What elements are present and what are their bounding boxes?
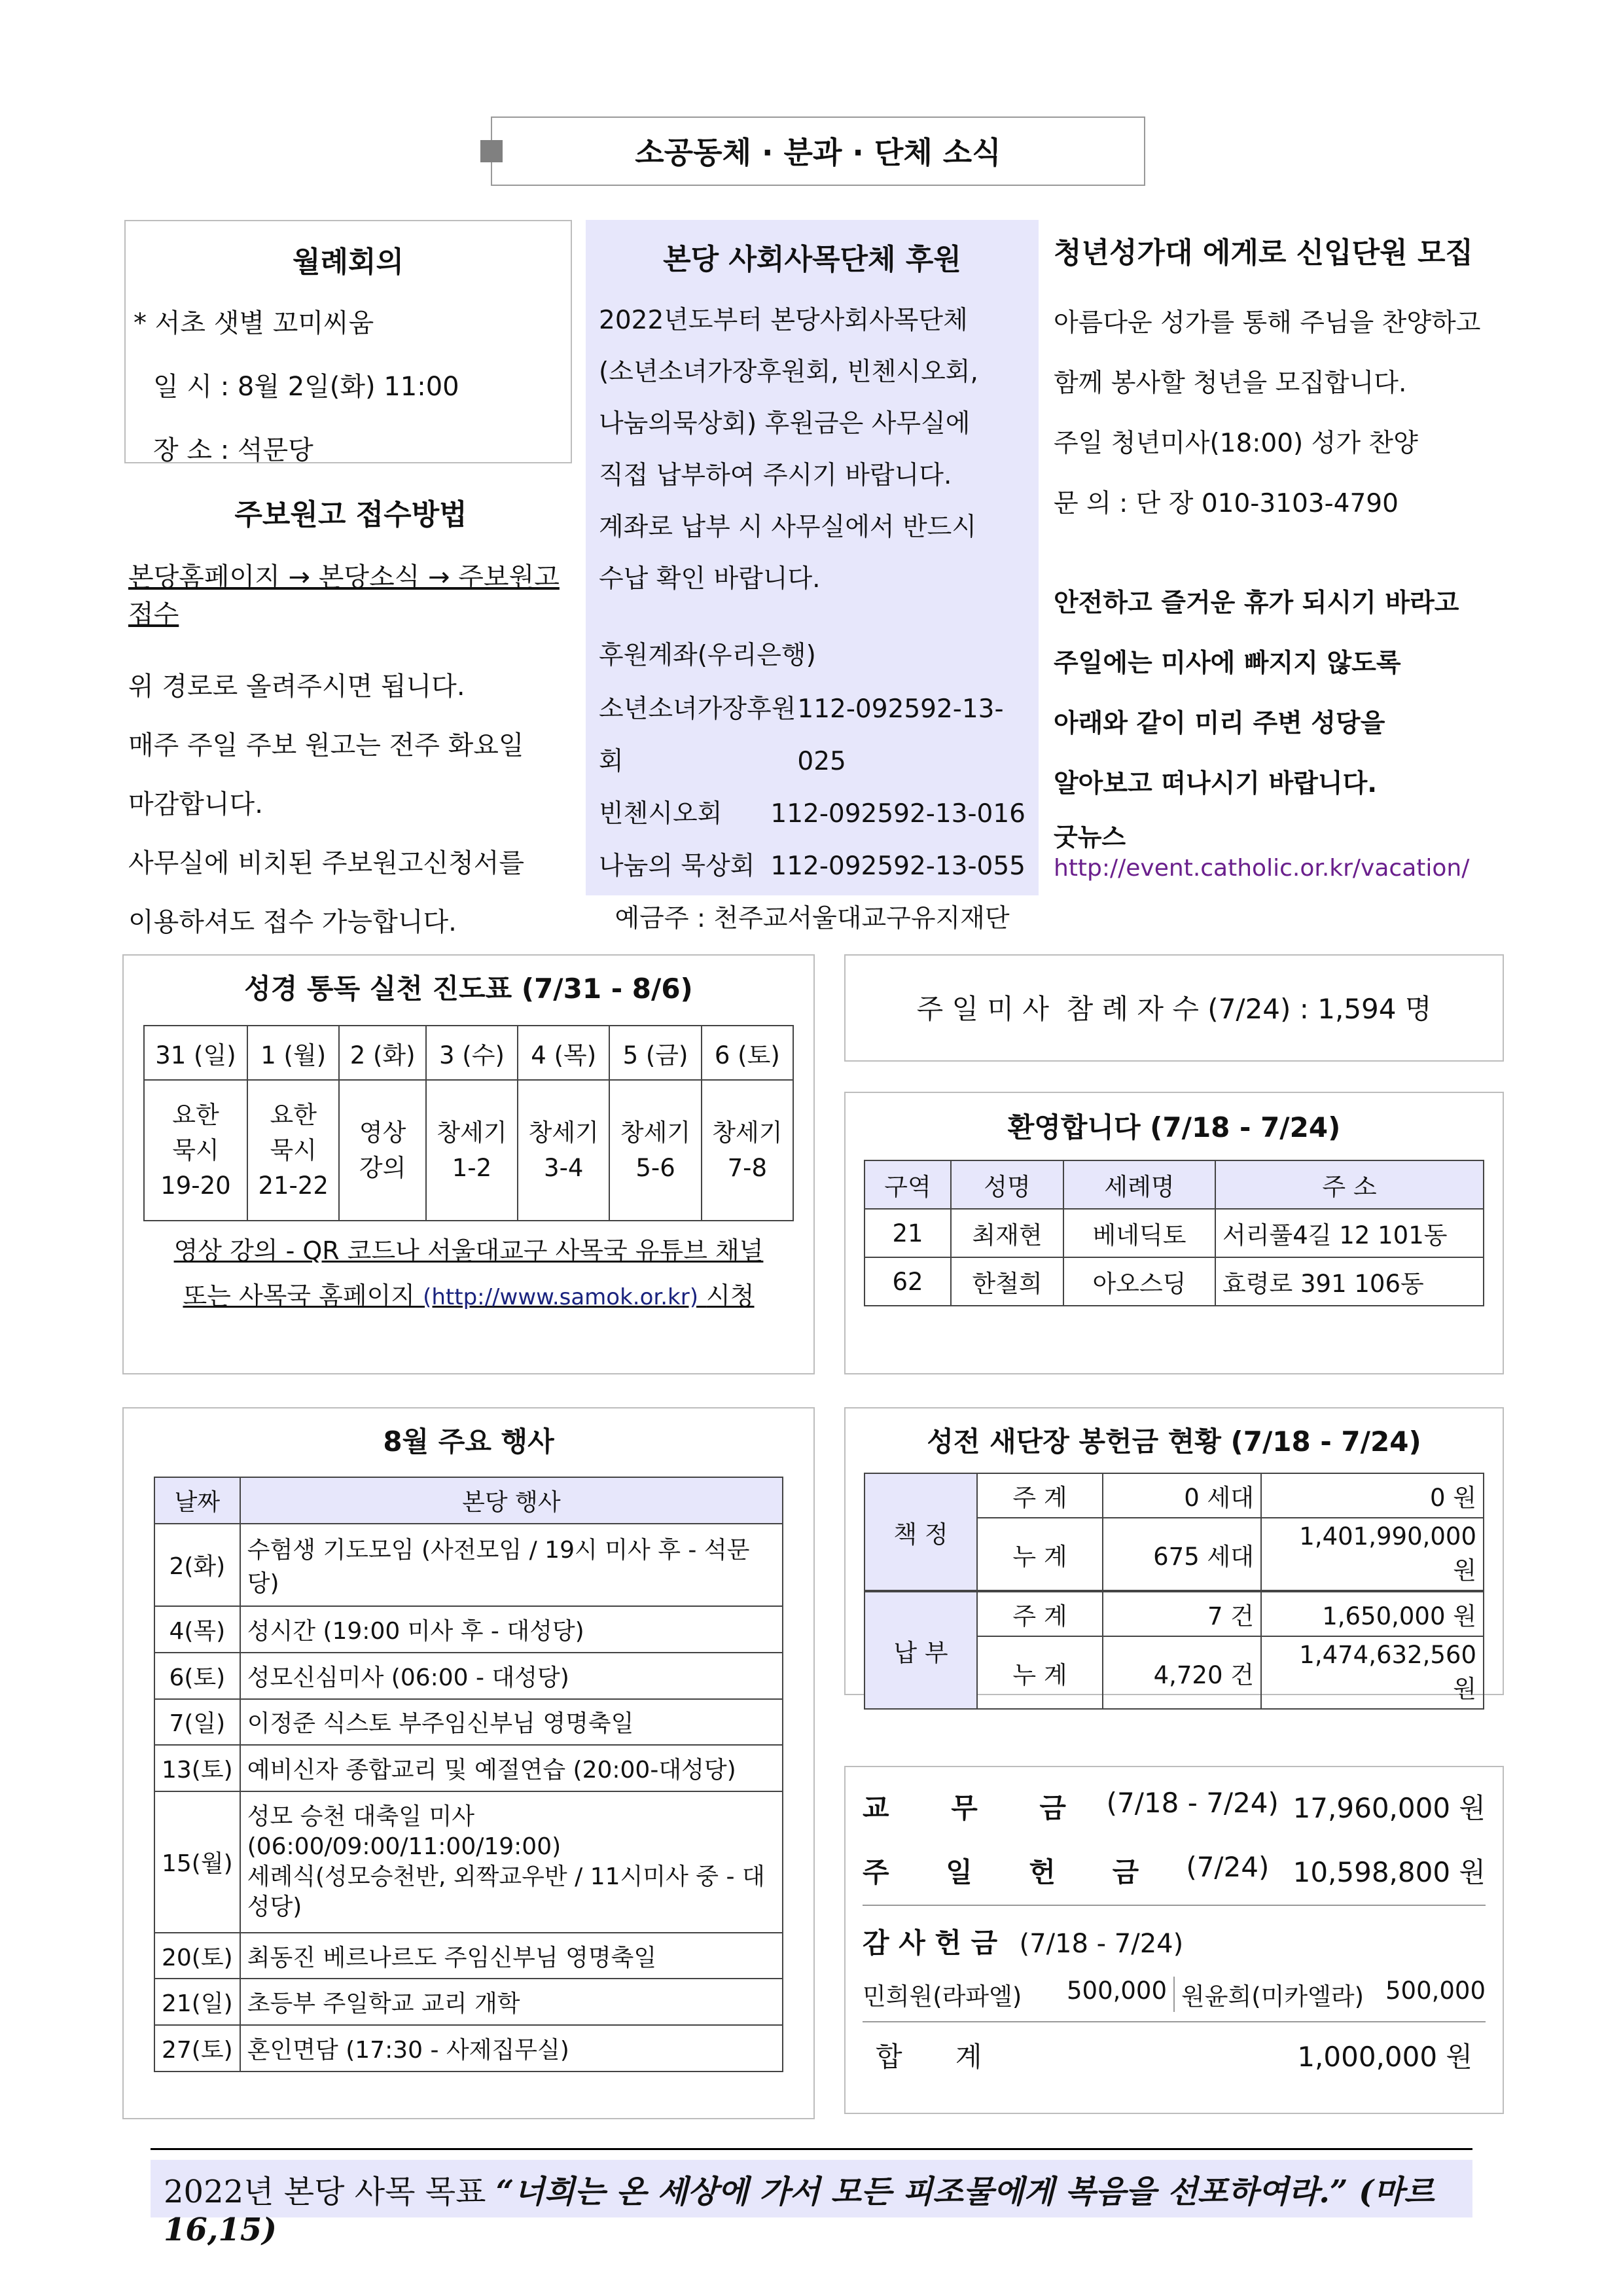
table-row: 7(일) 이정준 식스토 부주임신부님 영명축일: [154, 1699, 783, 1746]
sunday-offering-amount: 10,598,800 원: [1293, 1856, 1486, 1888]
square-bullet-icon: [480, 140, 503, 162]
vacation-link[interactable]: http://event.catholic.or.kr/vacation/: [1054, 855, 1470, 882]
vacation-line: 알아보고 떠나시기 바랍니다.: [1054, 769, 1378, 798]
bulletin-submission: [128, 491, 573, 937]
bible-reading-table: [143, 1025, 794, 1221]
table-header: 구역: [865, 1160, 951, 1209]
meeting-time: 일 시 : 8월 2일(화) 11:00: [153, 372, 459, 402]
table-row: 2(화) 수험생 기도모임 (사전모임 / 19시 미사 후 - 석문당): [154, 1524, 783, 1606]
vacation-line: 아래와 같이 미리 주변 성당을: [1054, 709, 1385, 738]
support-line: 수납 확인 바랍니다.: [599, 564, 821, 594]
table-row: 납 부 주 계 7 건 1,650,000 원: [865, 1591, 1484, 1636]
attendance-box: [844, 954, 1504, 1062]
bible-note: 또는 사목국 홈페이지: [183, 1282, 415, 1310]
day-header: 1 (월): [247, 1026, 340, 1080]
donor-amount: 500,000: [1385, 1977, 1486, 2005]
monthly-meeting-box: [124, 220, 572, 463]
bulletin-title: 주보원고 접수방법: [234, 498, 467, 531]
reading-cell: 창세기 3-4: [518, 1080, 609, 1221]
table-header: 본당 행사: [240, 1477, 783, 1524]
sunday-offering-period: (7/24): [1186, 1851, 1270, 1883]
kyomu-label: 교 무 금: [863, 1792, 1092, 1824]
account-name: 소년소녀가장후원회: [599, 694, 796, 776]
day-header: 4 (목): [518, 1026, 609, 1080]
table-row: 27(토) 혼인면담 (17:30 - 사제집무실): [154, 2025, 783, 2072]
footer-quote: “너희는 온 세상에 가서 모든 피조물에게 복음을 선포하여라.” (마르 16,15): [164, 2174, 1435, 2248]
bible-note: 영상 강의 - QR 코드나 서울대교구 사목국 유튜브 채널: [173, 1236, 764, 1265]
vacation-line: 주일에는 미사에 빠지지 않도록: [1054, 649, 1401, 678]
vacation-line: 안전하고 즐거운 휴가 되시기 바라고: [1054, 588, 1459, 618]
table-row: 책 정 주 계 0 세대 0 원: [865, 1473, 1484, 1518]
table-row: 20(토) 최동진 베르나르도 주임신부님 영명축일: [154, 1933, 783, 1979]
kyomu-period: (7/18 - 7/24): [1106, 1787, 1279, 1819]
account-name: 나눔의 묵상회: [599, 852, 755, 881]
reading-cell: 영상 강의: [339, 1080, 425, 1221]
bulletin-line: 이용하셔도 접수 가능합니다.: [128, 907, 457, 937]
sunday-offering-label: 주 일 헌 금: [863, 1856, 1163, 1888]
kyomu-amount: 17,960,000 원: [1293, 1792, 1486, 1824]
reading-cell: 요한 묵시 21-22: [247, 1080, 340, 1221]
total-label: 합 계: [876, 2041, 1005, 2073]
table-row: 62 한철희 아오스딩 효령로 391 106동: [865, 1257, 1484, 1306]
goodnews-label: 굿뉴스: [1054, 823, 1126, 852]
thanks-offering-period: (7/18 - 7/24): [1019, 1929, 1184, 1959]
account-title: 후원계좌(우리은행): [599, 641, 816, 670]
support-line: 2022년도부터 본당사회사목단체: [599, 306, 968, 335]
social-support-box: [586, 220, 1039, 933]
table-header: 세례명: [1063, 1160, 1215, 1209]
page-title: 소공동체 · 분과 · 단체 소식: [635, 135, 1001, 170]
youth-choir-title: 청년성가대 에게로 신입단원 모집: [1054, 236, 1474, 270]
donor-name: 원윤희(미카엘라): [1181, 1982, 1364, 2011]
support-line: 나눔의묵상회) 후원금은 사무실에: [599, 409, 971, 439]
youth-line: 문 의 : 단 장 010-3103-4790: [1054, 489, 1399, 518]
youth-line: 주일 청년미사(18:00) 성가 찬양: [1054, 429, 1418, 458]
support-line: 계좌로 납부 시 사무실에서 반드시: [599, 512, 977, 542]
table-header: 주 소: [1215, 1160, 1484, 1209]
meeting-group: * 서초 샛별 꼬미씨움: [134, 308, 374, 338]
samok-link[interactable]: (http://www.samok.or.kr): [423, 1284, 698, 1310]
offering-box: [844, 1766, 1504, 2114]
bulletin-line: 매주 주일 주보 원고는 전주 화요일: [128, 730, 524, 761]
events-title: 8월 주요 행사: [383, 1426, 554, 1458]
table-row: 누 계 675 세대 1,401,990,000 원: [865, 1518, 1484, 1591]
youth-line: 아름다운 성가를 통해 주님을 찬양하고: [1054, 308, 1481, 338]
account-number: 112-092592-13-025: [797, 694, 1004, 776]
account-name: 빈첸시오회: [599, 799, 722, 829]
renovation-table: [864, 1473, 1484, 1710]
reading-cell: 요한 묵시 19-20: [144, 1080, 247, 1221]
bible-reading-title: 성경 통독 실천 진도표 (7/31 - 8/6): [244, 973, 693, 1005]
account-number: 112-092592-13-055: [770, 852, 1026, 881]
attendance-text: 주 일 미 사 참 례 자 수 (7/24) : 1,594 명: [916, 993, 1432, 1025]
day-header: 3 (수): [426, 1026, 518, 1080]
support-title: 본당 사회사목단체 후원: [663, 243, 961, 276]
table-header: 날짜: [154, 1477, 240, 1524]
reading-cell: 창세기 5-6: [609, 1080, 701, 1221]
table-row: 21 최재현 베네딕토 서리풀4길 12 101동: [865, 1209, 1484, 1257]
youth-choir: [1054, 229, 1525, 890]
bulletin-path-link[interactable]: 본당홈페이지 → 본당소식 → 주보원고접수: [128, 562, 560, 630]
table-header: 성명: [951, 1160, 1063, 1209]
donor-name: 민희원(라파엘): [863, 1982, 1022, 2011]
day-header: 2 (화): [339, 1026, 425, 1080]
welcome-table: [864, 1160, 1484, 1306]
table-row: 13(토) 예비신자 종합교리 및 예절연습 (20:00-대성당): [154, 1745, 783, 1791]
footer: [151, 2160, 1472, 2248]
bulletin-line: 사무실에 비치된 주보원고신청서를: [128, 848, 525, 878]
total-amount: 1,000,000 원: [1297, 2041, 1472, 2073]
table-row: 6(토) 성모신심미사 (06:00 - 대성당): [154, 1653, 783, 1699]
welcome-box: [844, 1092, 1504, 1374]
account-holder: 예금주 : 천주교서울대교구유지재단: [615, 904, 1010, 933]
events-box: [122, 1407, 815, 2119]
meeting-place: 장 소 : 석문당: [153, 435, 313, 465]
day-header: 31 (일): [144, 1026, 247, 1080]
table-row: 4(목) 성시간 (19:00 미사 후 - 대성당): [154, 1606, 783, 1653]
footer-divider: [151, 2148, 1472, 2150]
bible-reading-box: [122, 954, 815, 1374]
account-number: 112-092592-13-016: [770, 799, 1026, 829]
bulletin-line: 위 경로로 올려주시면 됩니다.: [128, 672, 465, 702]
thanks-offering-title: 감 사 헌 금: [863, 1927, 998, 1959]
monthly-meeting-title: 월례회의: [292, 245, 404, 279]
reading-cell: 창세기 7-8: [702, 1080, 793, 1221]
footer-prefix: 2022년 본당 사목 목표: [164, 2174, 486, 2210]
table-row: 21(일) 초등부 주일학교 교리 개학: [154, 1979, 783, 2025]
youth-line: 함께 봉사할 청년을 모집합니다.: [1054, 368, 1407, 398]
table-row: 15(월) 성모 승천 대축일 미사 (06:00/09:00/11:00/19:00) 세례식(성모승천반, 외짝교우반 / 11시미사 중 - 대성당): [154, 1791, 783, 1933]
bible-note: 시청: [706, 1282, 755, 1310]
renovation-box: [844, 1407, 1504, 1703]
day-header: 5 (금): [609, 1026, 701, 1080]
bulletin-line: 마감합니다.: [128, 789, 263, 819]
section-header: [491, 117, 1145, 186]
reading-cell: 창세기 1-2: [426, 1080, 518, 1221]
welcome-title: 환영합니다 (7/18 - 7/24): [1007, 1111, 1341, 1143]
table-row: 누 계 4,720 건 1,474,632,560 원: [865, 1636, 1484, 1709]
renovation-title: 성전 새단장 봉헌금 현황 (7/18 - 7/24): [927, 1426, 1421, 1458]
events-table: [154, 1477, 783, 2072]
donor-amount: 500,000: [1066, 1977, 1167, 2005]
support-line: (소년소녀가장후원회, 빈첸시오회,: [599, 357, 978, 387]
day-header: 6 (토): [702, 1026, 793, 1080]
support-line: 직접 납부하여 주시기 바랍니다.: [599, 461, 952, 490]
